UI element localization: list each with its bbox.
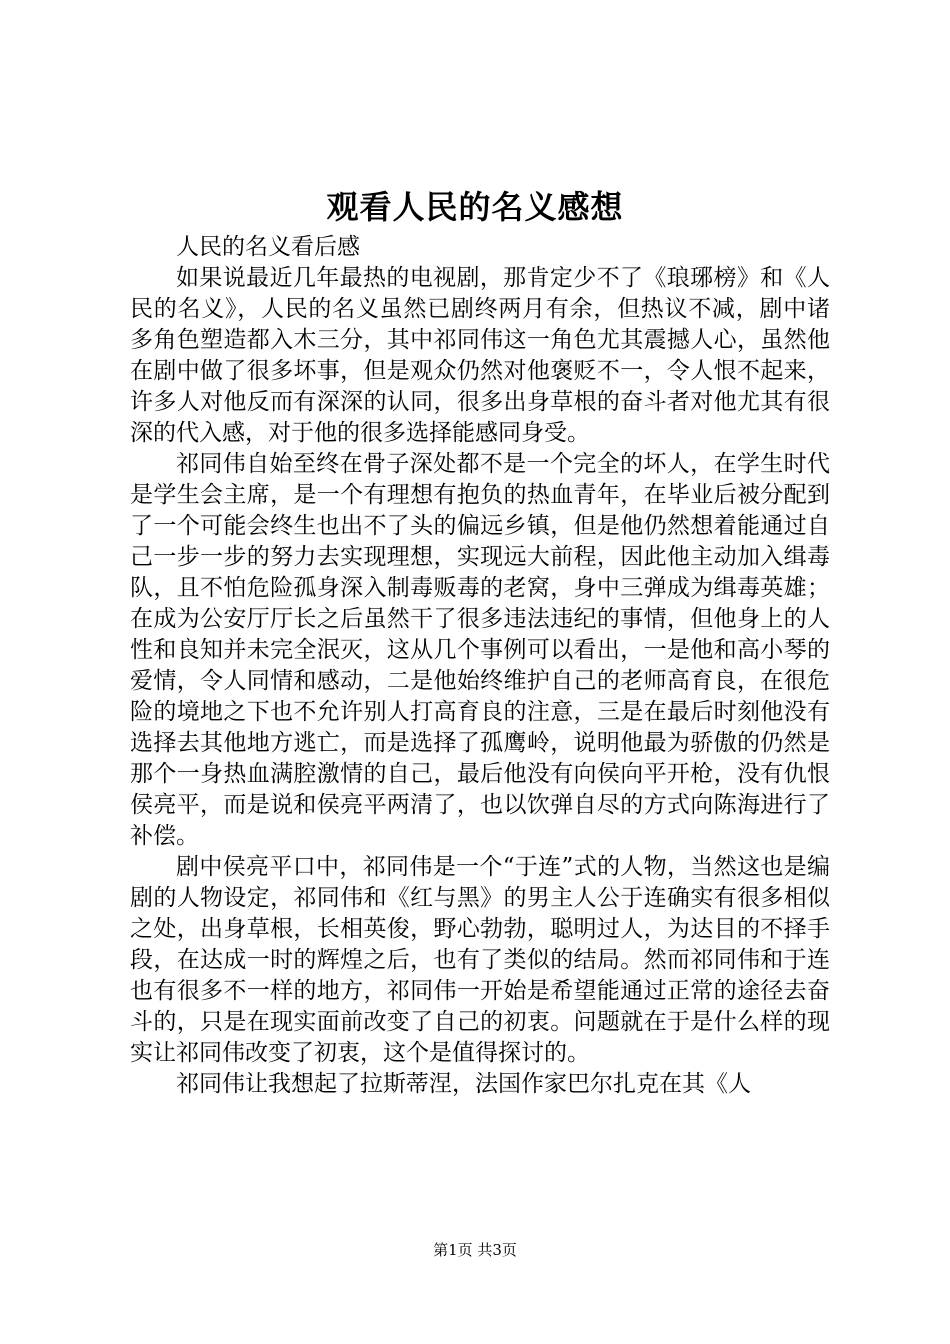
paragraph: 祁同伟自始至终在骨子深处都不是一个完全的坏人，在学生时代是学生会主席，是一个有理想有抱负的热血青年，在毕业后被分配到了一个可能会终生也出不了头的偏远乡镇，但是他仍然想着能通过自己一步一步的努力去实现理想，实现远大前程，因此他主动加入缉毒队，且不怕危险孤身深入制毒贩毒的老窝，身中三弹成为缉毒英雄；在成为公安厅厅长之后虽然干了很多违法违纪的事情，但他身上的人性和良知并未完全泯灭，这从几个事例可以看出，一是他和高小琴的爱情，令人同情和感动，二是他始终维护自己的老师高育良，在很危险的境地之下也不允许别人打高育良的注意，三是在最后时刻他没有选择去其他地方逃亡，而是选择了孤鹰岭，说明他最为骄傲的仍然是那个一身热血满腔激情的自己，最后他没有向侯向平开枪，没有仇恨侯亮平，而是说和侯亮平两清了，也以饮弹自尽的方式向陈海进行了补偿。 (130, 451, 830, 849)
page-footer: 第1页 共3页 (433, 1241, 517, 1259)
paragraph: 祁同伟让我想起了拉斯蒂涅，法国作家巴尔扎克在其《人 (176, 1071, 751, 1097)
paragraph-subtitle: 人民的名义看后感 (176, 234, 360, 260)
paragraph: 如果说最近几年最热的电视剧，那肯定少不了《琅琊榜》和《人民的名义》，人民的名义虽然已剧终两月有余，但热议不减，剧中诸多角色塑造都入木三分，其中祁同伟这一角色尤其震撼人心，虽然他在剧中做了很多坏事，但是观众仍然对他褒贬不一，令人恨不起来，许多人对他反而有深深的认同，很多出身草根的奋斗者对他尤其有很深的代入感，对于他的很多选择能感同身受。 (130, 265, 830, 446)
paragraph: 剧中侯亮平口中，祁同伟是一个“于连”式的人物，当然这也是编剧的人物设定，祁同伟和《红与黑》的男主人公于连确实有很多相似之处，出身草根，长相英俊，野心勃勃，聪明过人，为达目的不择手段，在达成一时的辉煌之后，也有了类似的结局。然而祁同伟和于连也有很多不一样的地方，祁同伟一开始是希望能通过正常的途径去奋斗的，只是在现实面前改变了自己的初衷。问题就在于是什么样的现实让祁同伟改变了初衷，这个是值得探讨的。 (130, 854, 830, 1066)
document-body (130, 232, 830, 1100)
document-title: 观看人民的名义感想 (326, 188, 624, 226)
